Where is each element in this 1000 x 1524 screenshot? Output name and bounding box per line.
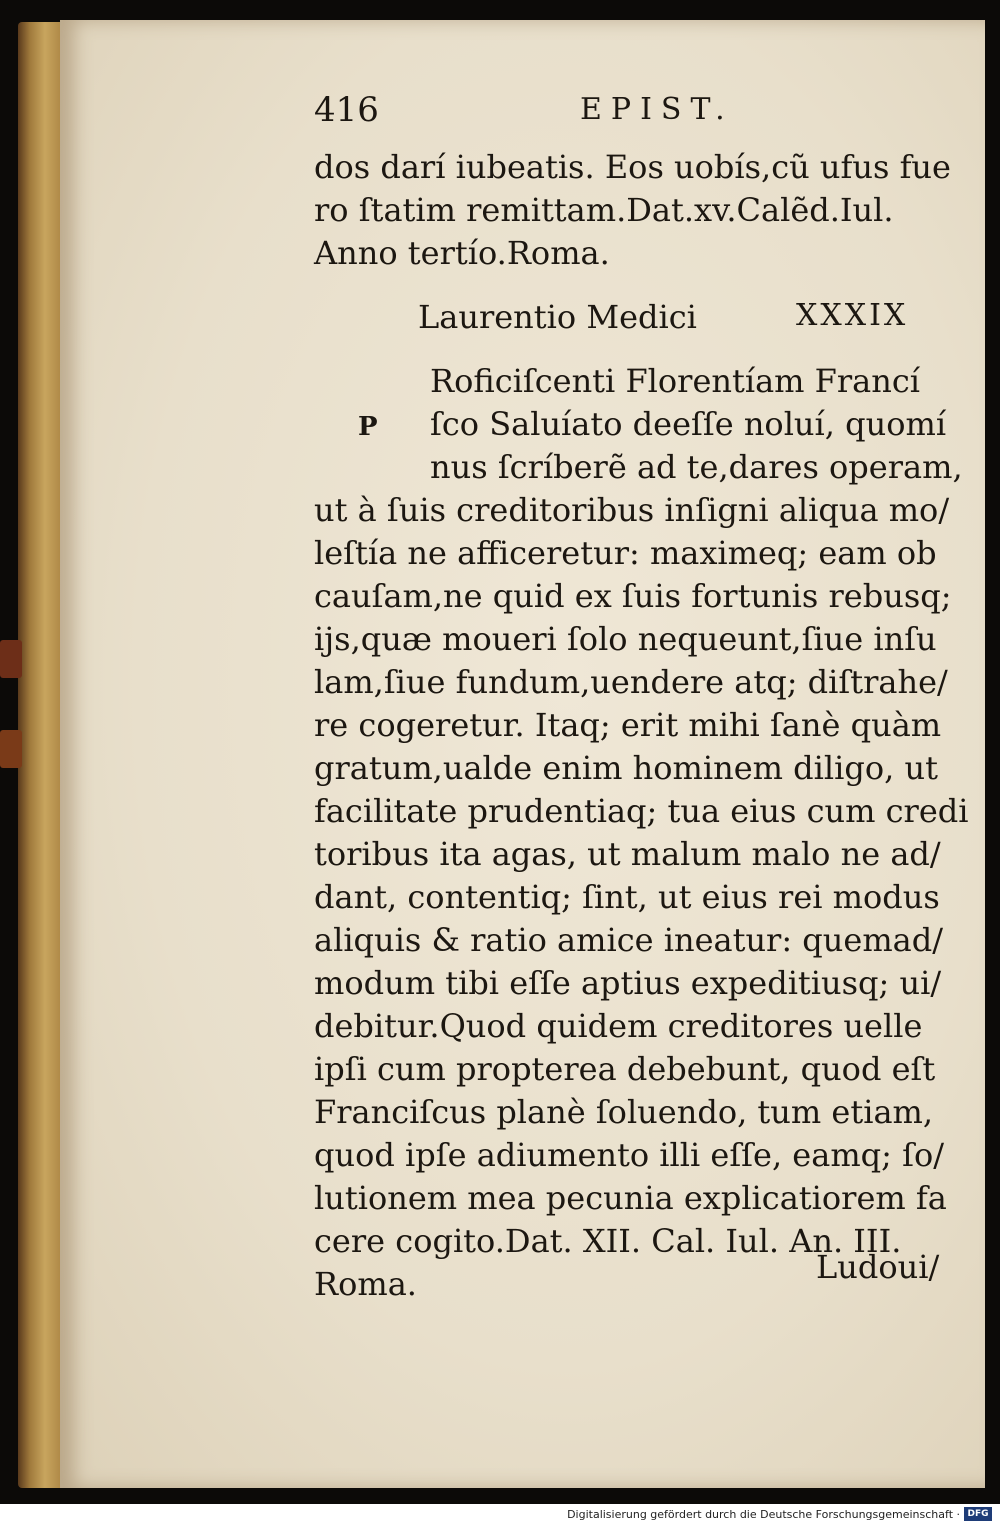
- text-line: cere cogito.Dat. XII. Cal. Iul. An. III.: [314, 1222, 902, 1260]
- text-line: ſco Saluíato deeſſe noluí, quomí: [430, 405, 947, 443]
- text-line: ipſi cum propterea debebunt, quod eſt: [314, 1050, 936, 1088]
- text-line: dant, contentiq; ſint, ut eius rei modus: [314, 878, 940, 916]
- text-line: Roficiſcenti Florentíam Francí: [430, 362, 921, 400]
- text-line: ut à ſuis creditoribus inſigni aliqua mo/: [314, 491, 950, 529]
- text-line: quod ipſe adiumento illi eſſe, eamq; ſo/: [314, 1136, 944, 1174]
- text-line: lam,ſiue fundum,uendere atq; diſtrahe/: [314, 663, 948, 701]
- text-line: toribus ita agas, ut malum malo ne ad/: [314, 835, 941, 873]
- letter-heading: Laurentio Medici: [418, 298, 697, 336]
- text-line: ro ſtatim remittam.Dat.xv.Calẽd.Iul.: [314, 191, 894, 229]
- binding-clip: [0, 730, 22, 768]
- text-line: nus ſcríberẽ ad te,dares operam,: [430, 448, 963, 486]
- text-line: facilitate prudentiaq; tua eius cum credi: [314, 792, 969, 830]
- drop-initial: P: [358, 412, 378, 442]
- text-line: lutionem mea pecunia explicatiorem fa: [314, 1179, 947, 1217]
- text-line: re cogeretur. Itaq; erit mihi ſanè quàm: [314, 706, 942, 744]
- running-head: EPIST.: [580, 92, 734, 127]
- binding-clip: [0, 640, 22, 678]
- text-line: Roma.: [314, 1265, 417, 1303]
- text-line: Anno tertío.Roma.: [314, 234, 610, 272]
- letter-body: [314, 360, 969, 1306]
- letter-number: XXXIX: [796, 298, 909, 333]
- text-line: debitur.Quod quidem creditores uelle: [314, 1007, 923, 1045]
- text-line: leſtía ne afficeretur: maximeq; eam ob: [314, 534, 937, 572]
- text-line: aliquis & ratio amice ineatur: quemad/: [314, 921, 944, 959]
- page-number: 416: [314, 90, 379, 130]
- text-line: modum tibi eſſe aptius expeditiusq; ui/: [314, 964, 942, 1002]
- catchword: Ludoui/: [816, 1248, 940, 1286]
- text-line: Franciſcus planè ſoluendo, tum etiam,: [314, 1093, 934, 1131]
- funding-credit: Digitalisierung gefördert durch die Deutsche Forschungsgemeinschaft ·: [567, 1508, 960, 1521]
- dfg-logo: DFG: [964, 1507, 992, 1521]
- text-line: gratum,ualde enim hominem diligo, ut: [314, 749, 938, 787]
- text-line: dos darí iubeatis. Eos uobís,cũ ufus fue: [314, 148, 951, 186]
- text-line: cauſam,ne quid ex ſuis fortunis rebusq;: [314, 577, 952, 615]
- text-line: ijs,quæ moueri ſolo nequeunt,ſiue inſu: [314, 620, 937, 658]
- continuation-text: [314, 146, 951, 275]
